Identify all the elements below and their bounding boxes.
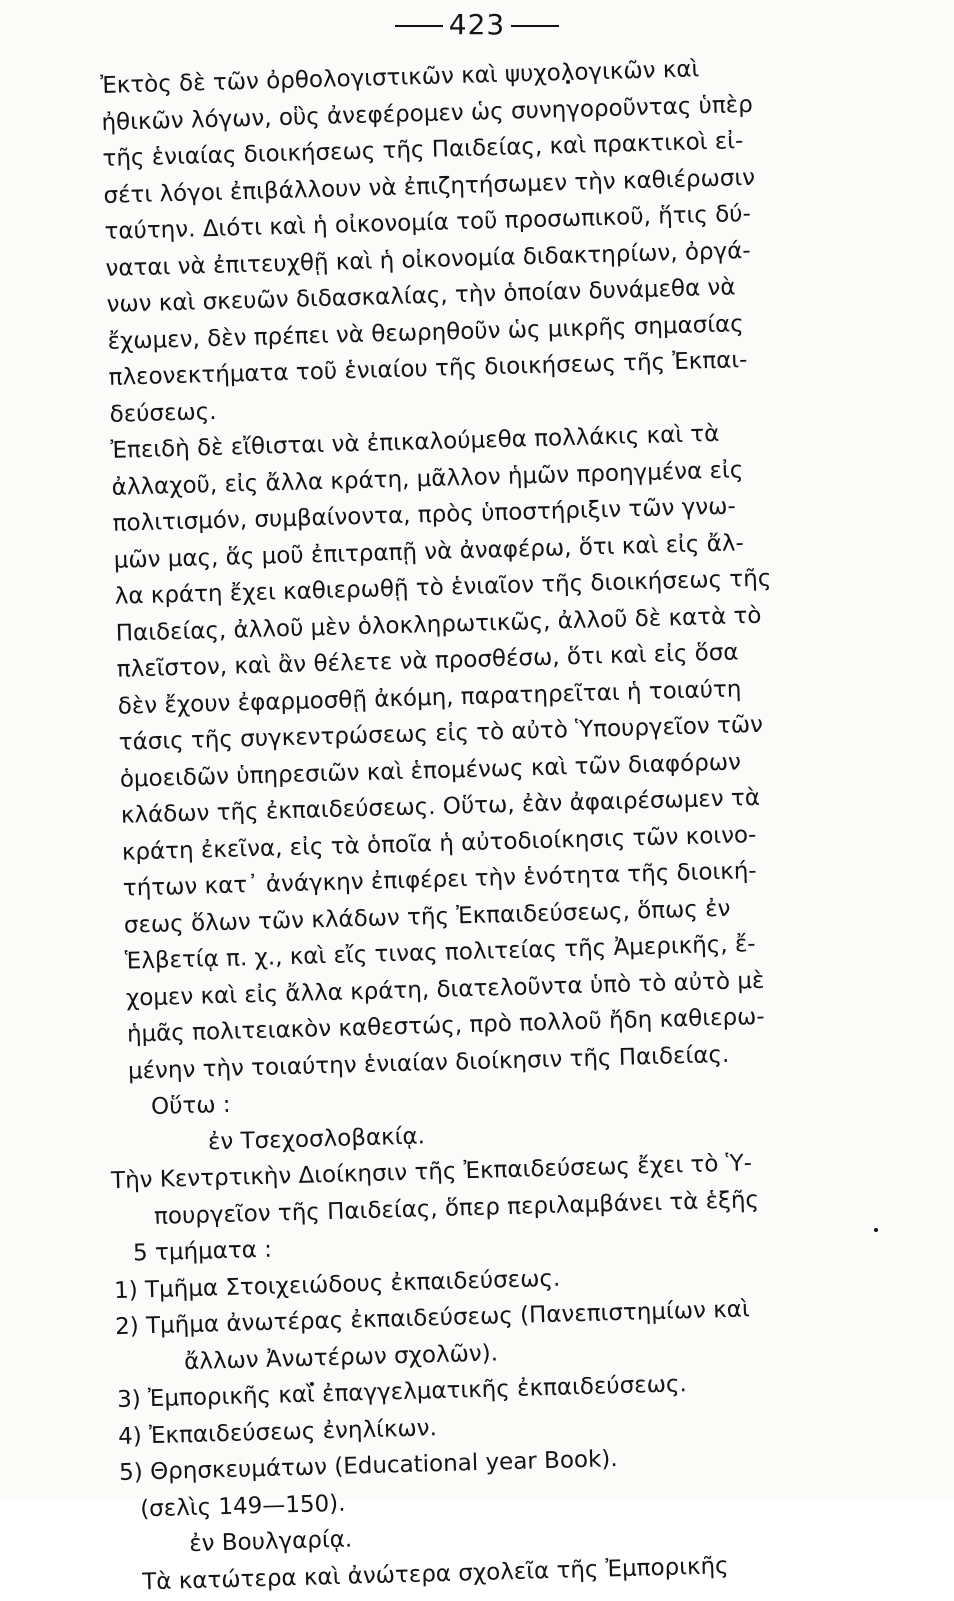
list-item: 1) Τμῆμα Στοιχειώδους ἐκπαιδεύσεως. [113,1265,561,1304]
text-line: ἔχωμεν, δὲν πρέπει νὰ θεωρηθοῦν ὡς μικρῆς σημασίας [107,310,745,355]
text-line: 5 τμήματα : [132,1236,273,1267]
text-line: Ἐκτὸς δὲ τῶν ὀρθολογιστικῶν καὶ ψυχολογικῶν καὶ [100,56,700,99]
text-line: πλεῖστον, καὶ ἂν θέλετε νὰ προσθέσω, ὅτι καὶ εἰς ὅσα [116,639,739,683]
text-line: τάσις τῆς συγκεντρώσεως εἰς τὸ αὐτὸ Ὑπουργεῖον τῶν [118,711,764,756]
text-line: κλάδων τῆς ἐκπαιδεύσεως. Οὕτω, ἐὰν ἀφαιρέσωμεν τὰ [120,784,761,829]
text-line: τήτων κατ᾽ ἀνάγκην ἐπιφέρει τὴν ἑνότητα τῆς διοική- [122,857,758,902]
right-dash [511,25,559,27]
text-line: ταύτην. Διότι καὶ ἡ οἰκονομία τοῦ προσωπικοῦ, ἥτις δύ- [104,200,752,245]
text-line: νων καὶ σκευῶν διδασκαλίας, τὴν ὁποίαν δυνάμεθα νὰ [106,274,736,318]
body-text [100,47,903,1601]
text-line: μῶν μας, ἅς μοῦ ἐπιτραπῇ νὰ ἀναφέρω, ὅτι καὶ εἰς ἄλ- [113,529,745,574]
text-line: τῆς ἑνιαίας διοικήσεως τῆς Παιδείας, καὶ πρακτικοὶ εἰ- [102,128,744,172]
text-line: δεύσεως. [109,398,217,428]
text-line: Παιδείας, ἀλλοῦ μὲν ὁλοκληρωτικῶς, ἀλλοῦ δὲ κατὰ τὸ [115,602,762,647]
text-line: ἠθικῶν λόγων, οὓς ἀνεφέρομεν ὡς συνηγοροῦντας ὑπὲρ [101,91,754,136]
text-line: σεως ὅλων τῶν κλάδων τῆς Ἐκπαιδεύσεως, ὅπως ἐν [123,895,731,939]
list-item: 2) Τμῆμα ἀνωτέρας ἐκπαιδεύσεως (Πανεπιστημίων καὶ [114,1296,751,1341]
left-dash [395,25,443,27]
text-line: κράτη ἐκεῖνα, εἰς τὰ ὁποῖα ἡ αὐτοδιοίκησις τῶν κοινο- [121,821,757,866]
text-line: ὁμοειδῶν ὑπηρεσιῶν καὶ ἑπομένως καὶ τῶν διαφόρων [119,748,742,793]
section-heading-bulgaria: ἐν Βουλγαρίᾳ. [188,1526,353,1558]
text-line: Οὕτω : [150,1091,231,1120]
text-line: ναται νὰ ἐπιτευχθῇ καὶ ἡ οἰκονομία διδακτηρίων, ὀργά- [105,237,751,282]
citation-line: (σελὶς 149—150). [139,1490,346,1522]
text-line: Τὴν Κεντρτικὴν Διοίκησιν τῆς Ἐκπαιδεύσεως ἔχει τὸ Ὑ- [110,1150,753,1195]
text-line: Ἐπειδὴ δὲ εἴθισται νὰ ἐπικαλούμεθα πολλάκις καὶ τὰ [110,420,720,464]
text-line: πλεονεκτήματα τοῦ ἑνιαίου τῆς διοικήσεως τῆς Ἐκπαι- [108,347,748,391]
text-line: ἀλλαχοῦ, εἰς ἄλλα κράτη, μᾶλλον ἡμῶν προηγμένα εἰς [111,456,744,501]
text-line: πολιτισμόν, συμβαίνοντα, πρὸς ὑποστήριξιν τῶν γνω- [112,493,737,537]
text-line: πουργεῖον τῆς Παιδείας, ὅπερ περιλαμβάνει τὰ ἑξῆς [153,1186,760,1230]
text-line: λα κράτη ἔχει καθιερωθῇ τὸ ἑνιαῖον τῆς διοικήσεως τῆς [114,565,772,610]
text-line: δὲν ἔχουν ἐφαρμοσθῇ ἀκόμη, παρατηρεῖται ἡ τοιαύτη [117,675,742,720]
text-line: Τὰ κατώτερα καὶ ἀνώτερα σχολεῖα τῆς Ἐμπορικῆς [141,1552,729,1595]
text-line: χομεν καὶ εἰς ἄλλα κράτη, διατελοῦντα ὑπὸ τὸ αὐτὸ μὲ [125,967,765,1012]
page-number-header [0,8,954,41]
list-item: 5) Θρησκευμάτων (Educational year Book). [118,1446,618,1487]
text-line: Ἑλβετίᾳ π. χ., καὶ εἴς τινας πολιτείας τῆς Ἀμερικῆς, ἔ- [124,931,756,975]
list-item: 4) Ἐκπαιδεύσεως ἐνηλίκων. [117,1414,438,1450]
text-line: μένην τὴν τοιαύτην ἑνιαίαν διοίκησιν τῆς Παιδείας. [127,1041,730,1085]
section-heading-czechoslovakia: ἐν Τσεχοσλοβακίᾳ. [207,1122,426,1155]
list-item: 3) Ἐμπορικῆς καὶ ἐπαγγελματικῆς ἐκπαιδεύσεως. [116,1371,688,1414]
page-number: 423 [448,8,506,41]
text-line: ἡμᾶς πολιτειακὸν καθεστώς, πρὸ πολλοῦ ἤδη καθιερω- [126,1003,766,1048]
text-line: σέτι λόγοι ἐπιβάλλουν νὰ ἐπιζητήσωμεν τὴν καθιέρωσιν [103,164,756,209]
list-item-continuation: ἄλλων Ἀνωτέρων σχολῶν). [183,1339,499,1375]
